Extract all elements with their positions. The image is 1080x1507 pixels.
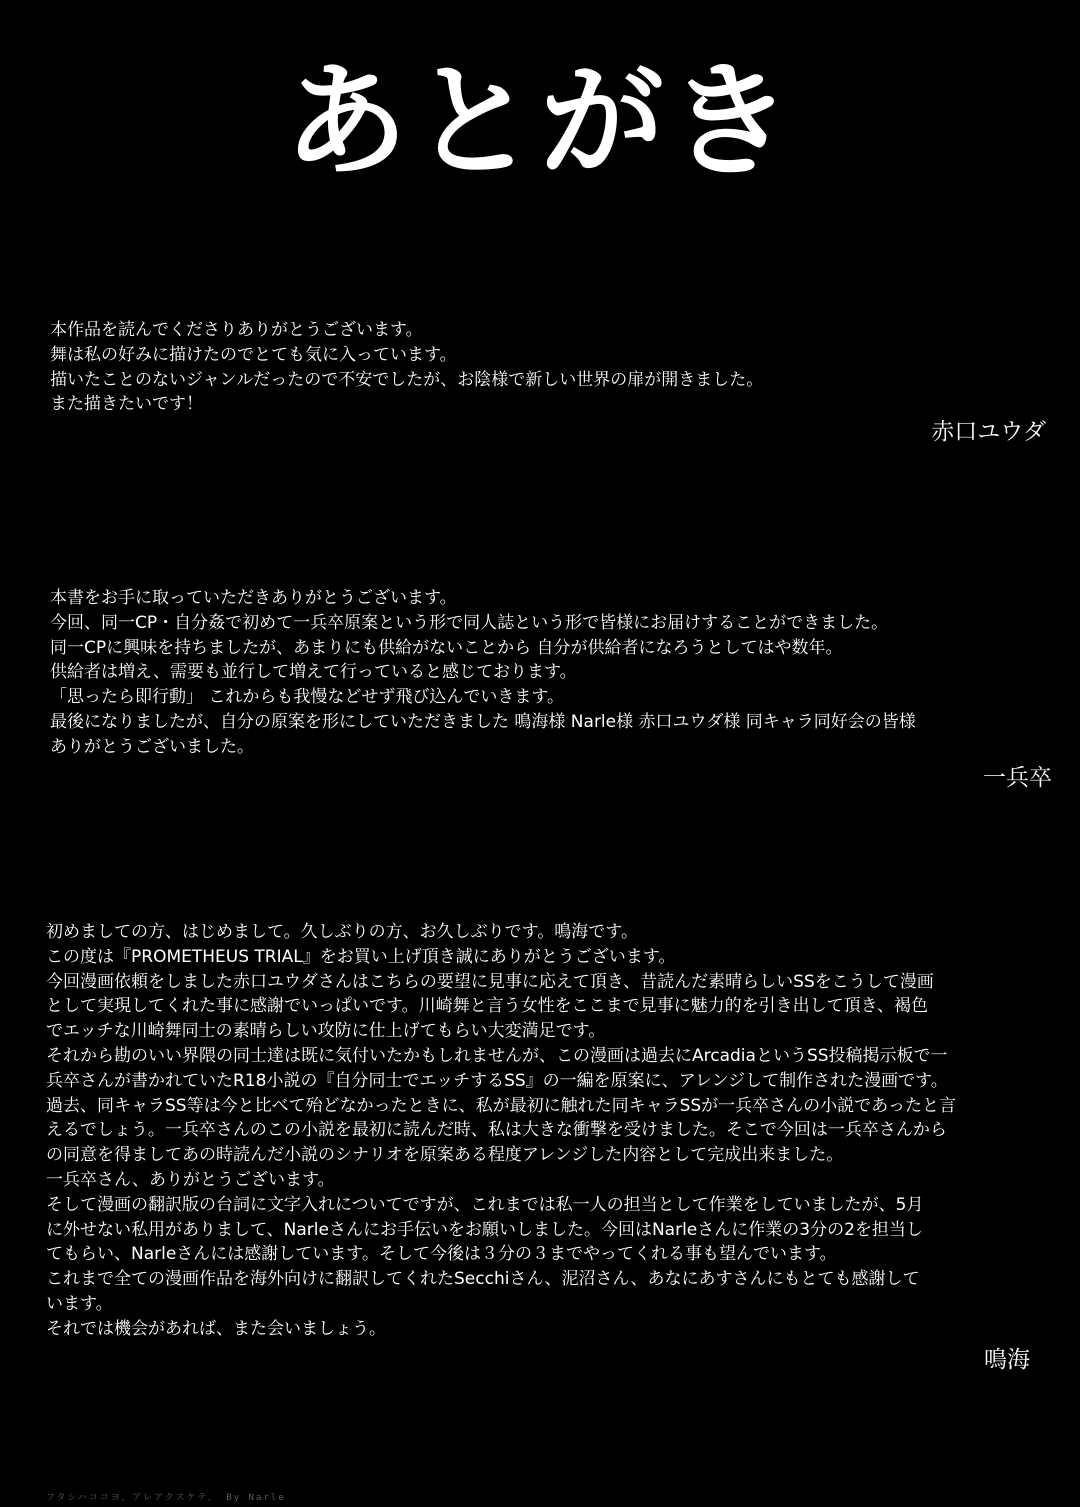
afterword-line: 本書をお手に取っていただきありがとうございます。 (50, 588, 457, 608)
afterword-line: また描きたいです！ (50, 394, 203, 415)
page-title: あとがき (283, 50, 796, 194)
afterword-line: 供給者は増え、需要も並行して増えて行っていると感じております。 (50, 662, 577, 683)
author-signature: 鳴海 (984, 1347, 1030, 1373)
afterword-line: として実現してくれた事に感謝でいっぱいです。川崎舞と言う女性をここまで見事に魅力的を引き出して頂き、褐色 (46, 996, 928, 1017)
author-signature: 赤口ユウダ (931, 419, 1046, 445)
afterword-line: 一兵卒さん、ありがとうございます。 (46, 1169, 335, 1190)
afterword-line: てもらい、Narleさんには感謝しています。そして今後は３分の３までやってくれる事も望んでいます。 (46, 1244, 837, 1265)
afterword-line: 舞は私の好みに描けたのでとても気に入っています。 (50, 344, 457, 365)
afterword-line: 今回、同一CP・自分姦で初めて一兵卒原案という形で同人誌という形で皆様にお届けすることができました。 (50, 612, 889, 633)
afterword-line: 本作品を読んでくださりありがとうございます。 (50, 320, 423, 340)
afterword-line: でエッチな川崎舞同士の素晴らしい攻防に仕上げてもらい大変満足です。 (46, 1021, 606, 1042)
afterword-line: に外せない私用がありまして、Narleさんにお手伝いをお願いしました。今回はNarleさんに作業の3分の2を担当し (46, 1219, 923, 1240)
afterword-akaguchi (50, 318, 763, 417)
footer-credit: フタシハココヨ、アレアクスケテ。 By Narle (46, 1493, 286, 1503)
afterword-line: 兵卒さんが書かれていたR18小説の『自分同士でエッチするSS』の一編を原案に、アレンジして制作された漫画です。 (46, 1070, 948, 1091)
afterword-line: これまで全ての漫画作品を海外向けに翻訳してくれたSecchiさん、泥沼さん、あなにあすさんにもとても感謝して (46, 1269, 920, 1290)
afterword-line: えるでしょう。一兵卒さんのこの小説を最初に読んだ時、私は大きな衝撃を受けました。そこで今回は一兵卒さんから (46, 1120, 947, 1141)
afterword-narumi (46, 920, 956, 1342)
afterword-line: それから勘のいい界隈の同士達は既に気付いたかもしれませんが、この漫画は過去にArcadiaというSS投稿掲示板で一 (46, 1045, 948, 1066)
afterword-line: 同一CPに興味を持ちましたが、あまりにも供給がないことから 自分が供給者になろうとしてはや数年。 (50, 637, 843, 658)
afterword-line: 「思ったら即行動」 これからも我慢などせず飛び込んでいきます。 (50, 687, 565, 708)
afterword-line: それでは機会があれば、また会いましょう。 (46, 1318, 386, 1339)
afterword-line: 最後になりましたが、自分の原案を形にしていただきました 鳴海様 Narle様 赤口ユウダ様 同キャラ同好会の皆様 (50, 711, 916, 732)
afterword-line: の同意を得ましてあの時読んだ小説のシナリオを原案ある程度アレンジした内容として完成出来ました。 (46, 1145, 844, 1166)
afterword-line: 過去、同キャラSS等は今と比べて殆どなかったときに、私が最初に触れた同キャラSSが一兵卒さんの小説であったと言 (46, 1095, 956, 1116)
afterword-line: この度は『PROMETHEUS TRIAL』をお買い上げ頂き誠にありがとうございます。 (46, 946, 676, 967)
afterword-line: ありがとうございました。 (50, 736, 254, 757)
author-signature: 一兵卒 (983, 765, 1052, 791)
afterword-line: 描いたことのないジャンルだったので不安でしたが、お陰様で新しい世界の扉が開きました。 (50, 369, 764, 390)
afterword-line: います。 (46, 1293, 113, 1314)
afterword-line: そして漫画の翻訳版の台詞に文字入れについてですが、これまでは私一人の担当として作業をしていましたが、5月 (46, 1194, 924, 1215)
afterword-ippeisotsu (50, 586, 916, 760)
afterword-line: 今回漫画依頼をしました赤口ユウダさんはこちらの要望に見事に応えて頂き、昔読んだ素晴らしいSSをこうして漫画 (46, 971, 934, 992)
afterword-line: 初めましての方、はじめまして。久しぶりの方、お久しぶりです。鳴海です。 (46, 922, 638, 942)
